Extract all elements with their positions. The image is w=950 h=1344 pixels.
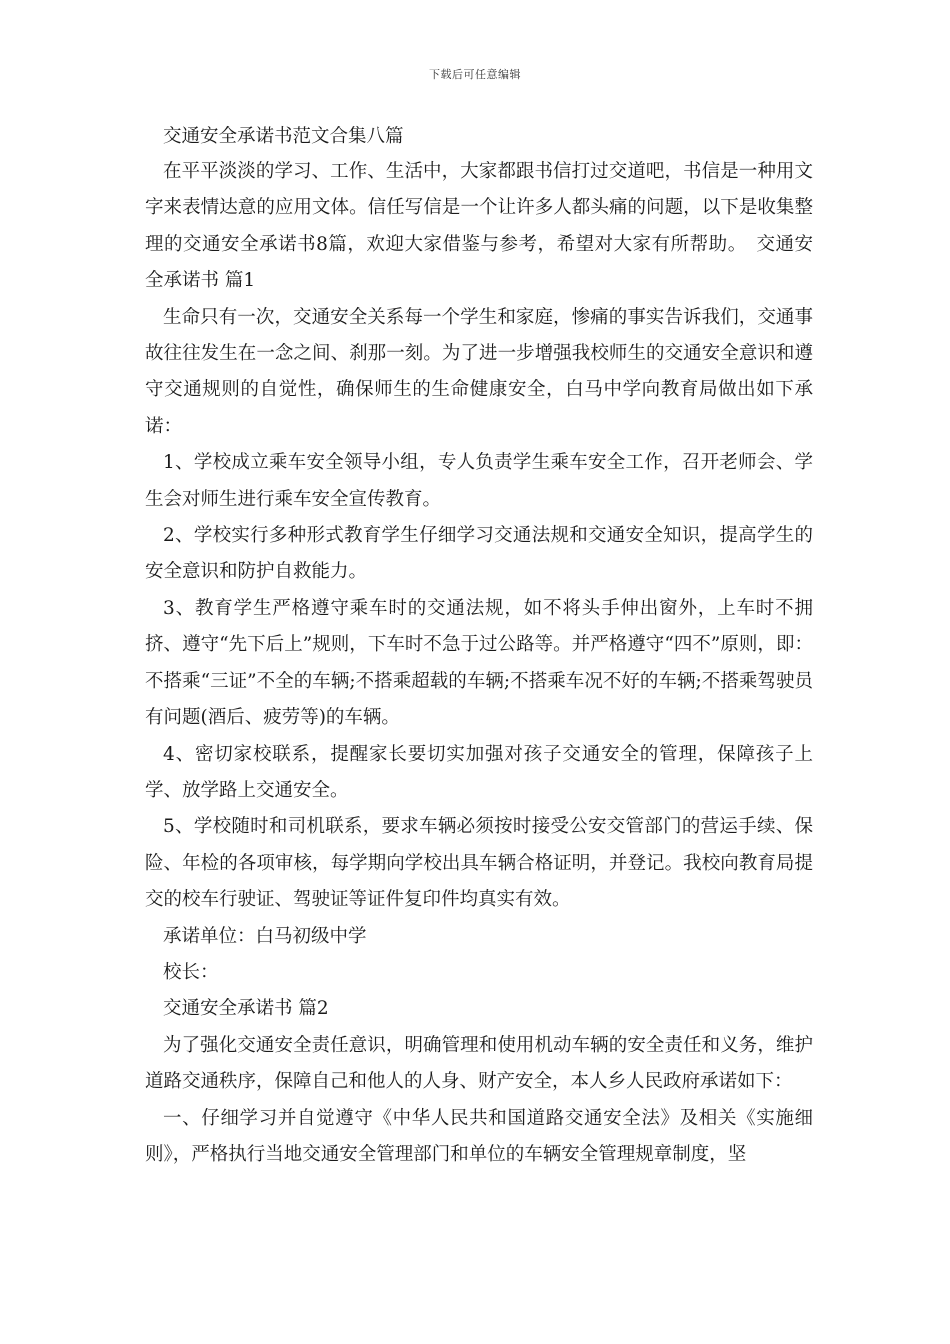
list-item-3: 3、教育学生严格遵守乘车时的交通法规，如不将头手伸出窗外，上车时不拥挤、遵守“先下后上”规则，下车时不急于过公路等。并严格遵守“四不”原则，即：不搭乘“三证”不全的车辆;不搭乘超载的车辆;不搭乘车况不好的车辆;不搭乘驾驶员有问题(酒后、疲劳等)的车辆。	[145, 597, 813, 729]
paragraph-3: 一、仔细学习并自觉遵守《中华人民共和国道路交通安全法》及相关《实施细则》，严格执行当地交通安全管理部门和单位的车辆安全管理规章制度，坚	[145, 1107, 813, 1165]
intro-paragraph: 在平平淡淡的学习、工作、生活中，大家都跟书信打过交道吧，书信是一种用文字来表情达意的应用文体。信任写信是一个让许多人都头痛的问题，以下是收集整理的交通安全承诺书8篇，欢迎大家借鉴与参考，希望对大家有所帮助。 交通安全承诺书 篇1	[145, 161, 813, 292]
document-title: 交通安全承诺书范文合集八篇	[163, 126, 404, 147]
list-item-4: 4、密切家校联系，提醒家长要切实加强对孩子交通安全的管理，保障孩子上学、放学路上交通安全。	[145, 743, 813, 801]
list-item-1: 1、学校成立乘车安全领导小组，专人负责学生乘车安全工作，召开老师会、学生会对师生进行乘车安全宣传教育。	[145, 452, 813, 510]
principal-line: 校长：	[163, 961, 219, 983]
section-heading-2: 交通安全承诺书 篇2	[163, 998, 329, 1020]
promise-unit: 承诺单位：白马初级中学	[163, 925, 367, 947]
list-item-5: 5、学校随时和司机联系，要求车辆必须按时接受公安交管部门的营运手续、保险、年检的各项审核，每学期向学校出具车辆合格证明，并登记。我校向教育局提交的校车行驶证、驾驶证等证件复印件均真实有效。	[145, 816, 813, 911]
header-note: 下载后可任意编辑	[429, 68, 521, 81]
paragraph-2: 为了强化交通安全责任意识，明确管理和使用机动车辆的安全责任和义务，维护道路交通秩序，保障自己和他人的人身、财产安全，本人乡人民政府承诺如下：	[145, 1034, 813, 1093]
paragraph-1: 生命只有一次，交通安全关系每一个学生和家庭，惨痛的事实告诉我们，交通事故往往发生在一念之间、刹那一刻。为了进一步增强我校师生的交通安全意识和遵守交通规则的自觉性，确保师生的生命健康安全，白马中学向教育局做出如下承诺：	[145, 306, 813, 437]
document-body	[145, 120, 813, 1173]
list-item-2: 2、学校实行多种形式教育学生仔细学习交通法规和交通安全知识，提高学生的安全意识和防护自救能力。	[145, 525, 813, 583]
